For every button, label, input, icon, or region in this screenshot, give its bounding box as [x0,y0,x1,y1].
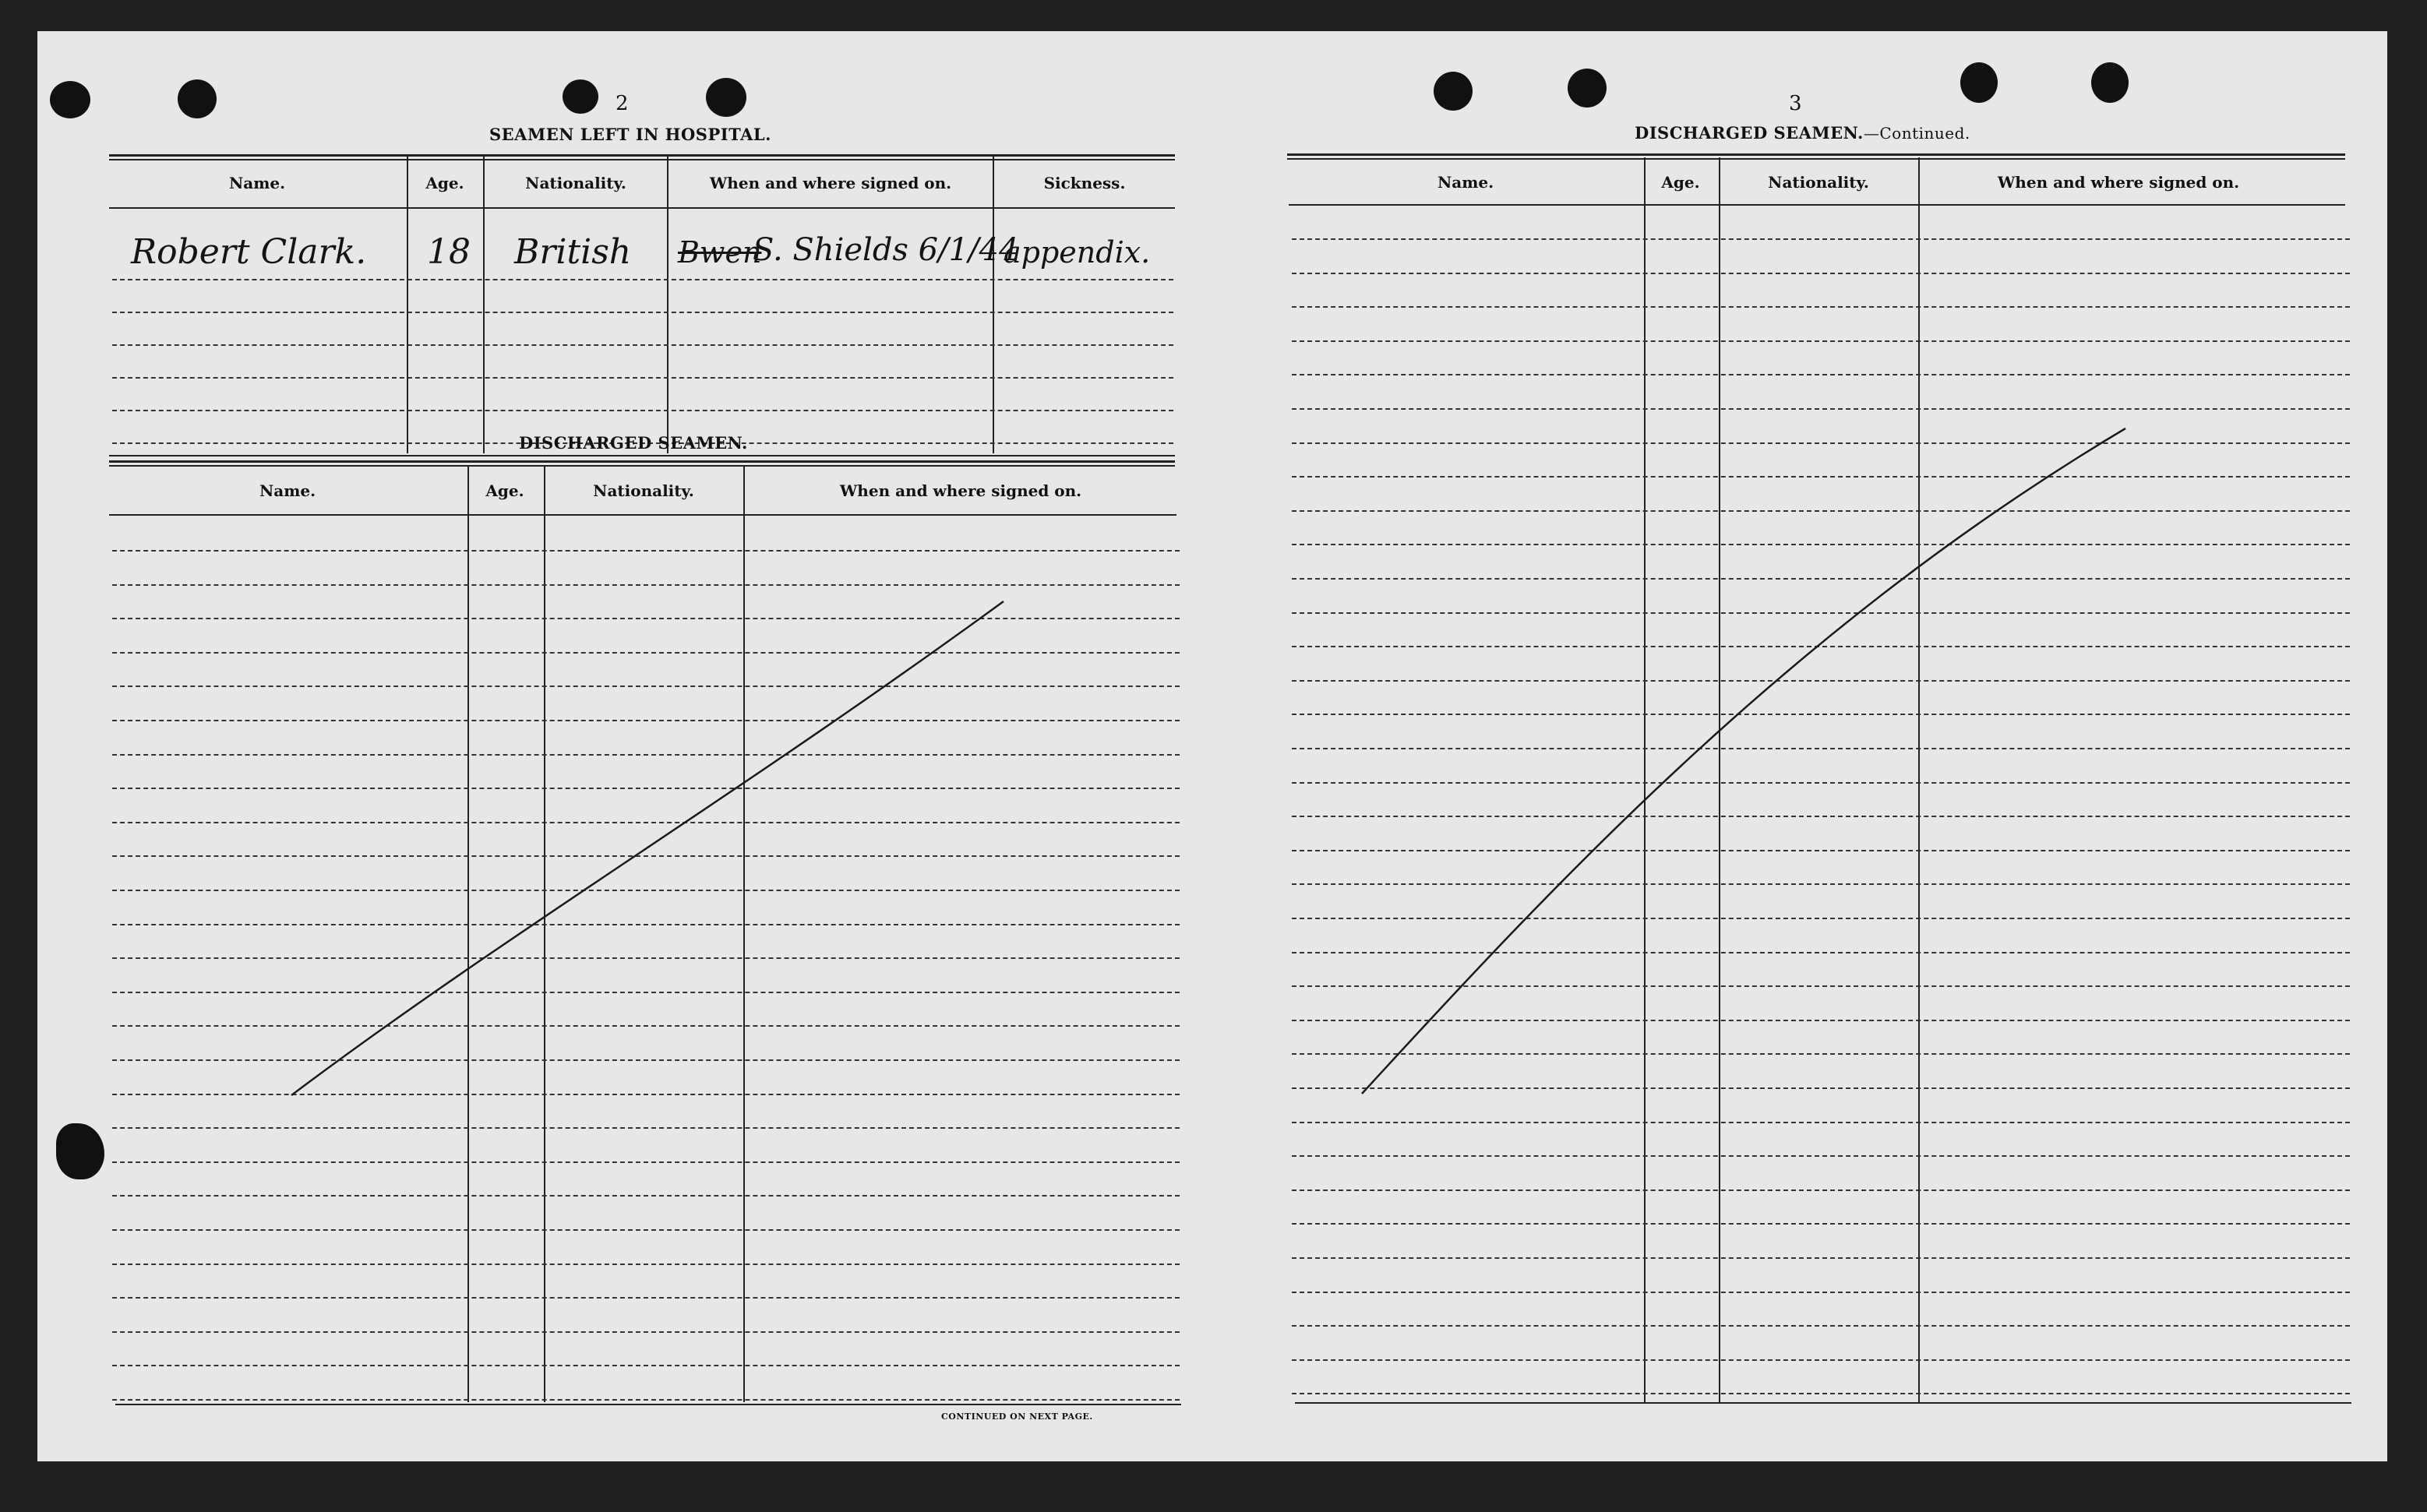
void-slash-marks [37,31,2387,1461]
hospital-section-title: SEAMEN LEFT IN HOSPITAL. [489,125,771,144]
col-name-header: Name. [259,481,316,500]
right-section-title-suffix: —Continued. [1863,124,1970,143]
col-signed-on-header: When and where signed on. [709,174,952,192]
col-age-header: Age. [425,174,464,192]
col-name-header: Name. [1437,173,1494,192]
handwritten-age: 18 [427,232,471,272]
col-nationality-header: Nationality. [525,174,626,192]
col-name-header: Name. [228,174,286,192]
page-number-right: 3 [1789,92,1802,115]
col-signed-on-header: When and where signed on. [1997,173,2240,192]
right-section-title-text: DISCHARGED SEAMEN. [1635,123,1864,143]
handwritten-struck-text: Bwen [678,235,762,270]
col-signed-on-header: When and where signed on. [839,481,1082,500]
col-sickness-header: Sickness. [1043,174,1126,192]
col-age-header: Age. [1661,173,1700,192]
handwritten-signed-on: S. Shields 6/1/44 [753,232,1019,268]
void-slash-right [1362,428,2125,1094]
void-slash-left [291,601,1004,1095]
col-nationality-header: Nationality. [593,481,694,500]
col-age-header: Age. [485,481,524,500]
continued-footer: CONTINUED ON NEXT PAGE. [941,1412,1093,1422]
discharged-section-title: DISCHARGED SEAMEN. [519,433,748,453]
document-sheet [37,31,2387,1461]
handwritten-sickness: appendix. [1004,235,1151,270]
handwritten-nationality: British [514,232,632,272]
col-nationality-header: Nationality. [1768,173,1869,192]
handwritten-name: Robert Clark. [131,232,367,272]
page-number-left: 2 [616,92,629,115]
